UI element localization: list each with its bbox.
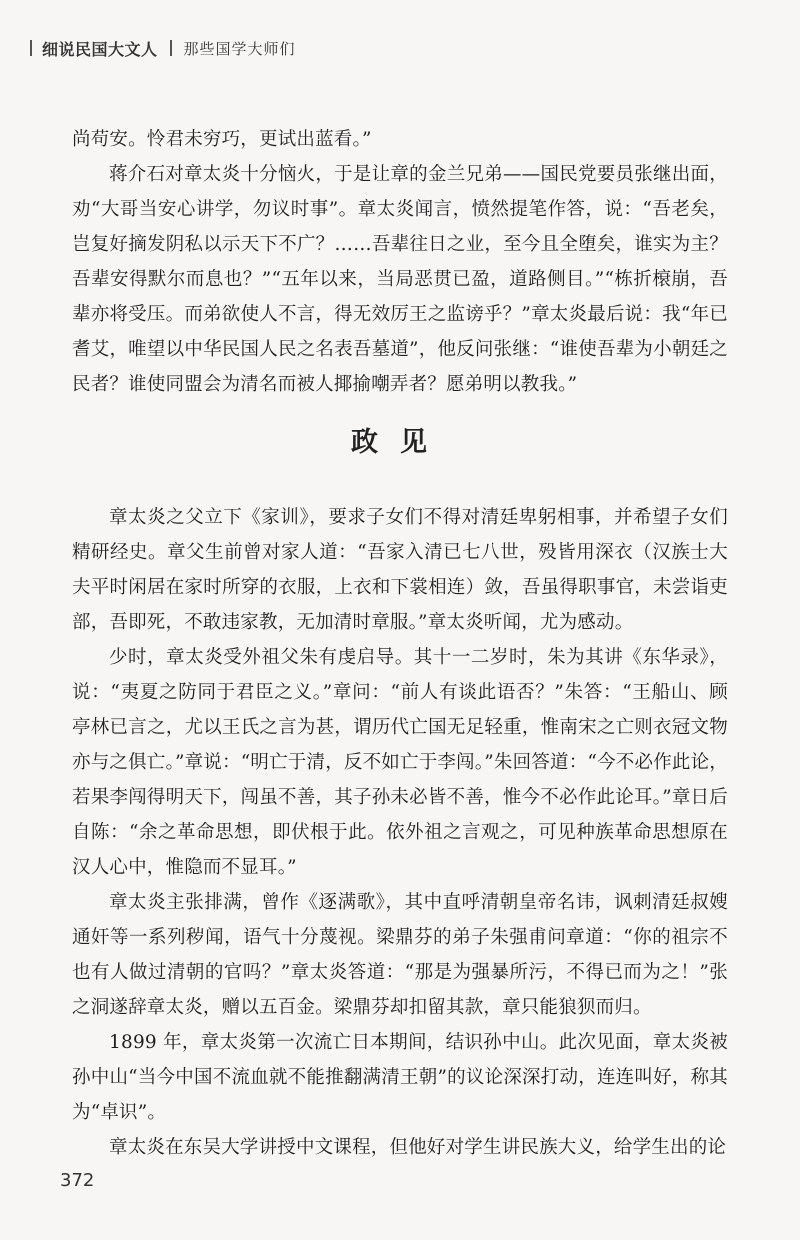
paragraph: 1899 年，章太炎第一次流亡日本期间，结识孙中山。此次见面，章太炎被孙中山“当今中国不流血就不能推翻满清王朝”的议论深深打动，连连叫好，称其为“卓识”。 — [72, 1032, 728, 1123]
header-separator — [170, 40, 172, 56]
paragraph: 少时，章太炎受外祖父朱有虔启导。其十一二岁时，朱为其讲《东华录》，说：“夷夏之防同于君臣之义。”章问：“前人有谈此语否？”朱答：“王船山、顾亭林已言之，尤以王氏之言为甚，谓历代亡国无足轻重，惟南宋之亡则衣冠文物亦与之俱亡。”章说：“明亡于清，反不如亡于李闯。”朱回答道：“今不必作此论，若果李闯得明天下，闯虽不善，其子孙未必皆不善，惟今不必作此论耳。”章日后自陈：“余之革命思想，即伏根于此。依外祖之言观之，可见种族革命思想原在汉人心中，惟隐而不显耳。” — [72, 647, 728, 878]
header-bar — [30, 40, 32, 56]
text-block-main — [72, 500, 728, 1165]
text-block-top — [72, 122, 728, 402]
paragraph: 蒋介石对章太炎十分恼火，于是让章的金兰兄弟——国民党要员张继出面，劝“大哥当安心讲学，勿议时事”。章太炎闻言，愤然提笔作答，说：“吾老矣，岂复好摘发阴私以示天下不广？……吾辈往日之业，至今且全堕矣，谁实为主？吾辈安得默尔而息也？”“五年以来，当局恶贯已盈，道路侧目。”“栋折榱崩，吾辈亦将受压。而弟欲使人不言，得无效厉王之监谤乎？”章太炎最后说：我“年已耆艾，唯望以中华民国人民之名表吾墓道”，他反问张继：“谁使吾辈为小朝廷之民者？谁使同盟会为清名而被人揶揄嘲弄者？愿弟明以教我。” — [72, 164, 728, 395]
running-header — [30, 36, 296, 60]
paragraph: 章太炎之父立下《家训》，要求子女们不得对清廷卑躬相事，并希望子女们精研经史。章父生前曾对家人道：“吾家入清已七八世，殁皆用深衣（汉族士大夫平时闲居在家时所穿的衣服，上衣和下裳相连）敛，吾虽得职事官，未尝诣吏部，吾即死，不敢违家教，无加清时章服。”章太炎听闻，尤为感动。 — [72, 507, 728, 633]
paragraph: 尚苟安。怜君未穷巧，更试出蓝看。” — [72, 129, 372, 150]
paragraph: 章太炎主张排满，曾作《逐满歌》，其中直呼清朝皇帝名讳，讽刺清廷叔嫂通奸等一系列秽闻，语气十分蔑视。梁鼎芬的弟子朱强甫问章道：“你的祖宗不也有人做过清朝的官吗？”章太炎答道：“那是为强暴所污，不得已而为之！”张之洞遂辞章太炎，赠以五百金。梁鼎芬却扣留其款，章只能狼狈而归。 — [72, 892, 728, 1018]
page-number: 372 — [60, 1170, 95, 1191]
chapter-heading: 政见 — [351, 427, 449, 458]
paragraph: 章太炎在东吴大学讲授中文课程，但他好对学生讲民族大义，给学生出的论 — [109, 1137, 727, 1158]
book-title: 细说民国大文人 — [42, 39, 158, 59]
section-title: 那些国学大师们 — [183, 39, 296, 58]
